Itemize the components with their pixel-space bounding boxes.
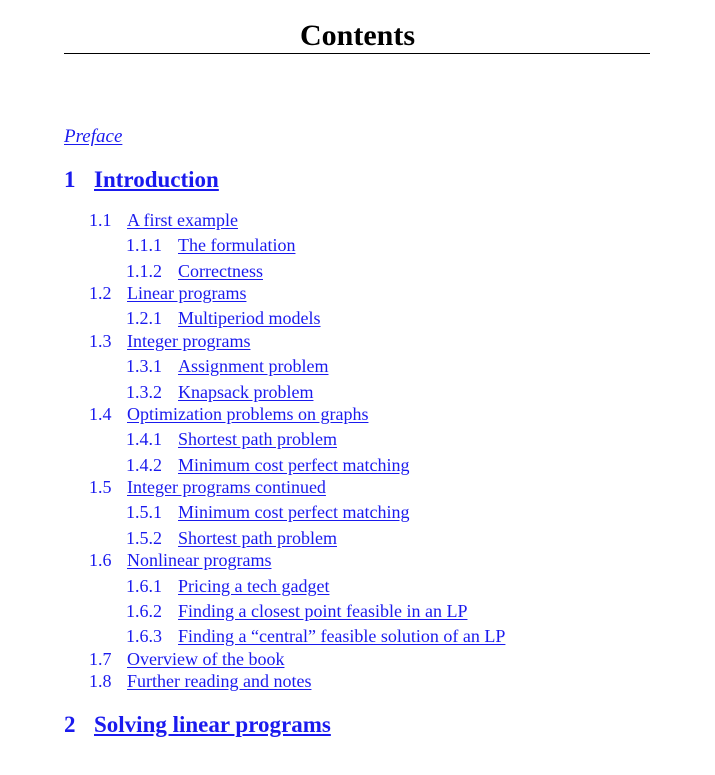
subsection-1-3-1-link[interactable]: [126, 356, 329, 376]
toc-subsection: [126, 381, 313, 403]
toc-section: [89, 648, 284, 670]
section-1-8-link[interactable]: [89, 671, 311, 691]
title-rule: [64, 53, 650, 54]
subsection-title: Multiperiod models: [178, 308, 321, 328]
toc-preface: [64, 125, 122, 149]
subsection-1-5-2-link[interactable]: [126, 528, 337, 548]
section-number: 1.4: [89, 404, 112, 424]
chapter-title: Solving linear programs: [94, 712, 331, 737]
section-1-7-link[interactable]: [89, 649, 284, 669]
subsection-1-1-2-link[interactable]: [126, 261, 263, 281]
subsection-number: 1.5.1: [126, 502, 162, 522]
toc-subsection: [126, 234, 295, 256]
toc-subsection: [126, 260, 263, 282]
subsection-1-5-1-link[interactable]: [126, 502, 409, 522]
subsection-number: 1.1.2: [126, 261, 162, 281]
toc-subsection: [126, 575, 329, 597]
subsection-1-6-3-link[interactable]: [126, 626, 505, 646]
subsection-1-3-2-link[interactable]: [126, 382, 313, 402]
subsection-number: 1.5.2: [126, 528, 162, 548]
section-title: Linear programs: [127, 283, 247, 303]
section-number: 1.1: [89, 210, 112, 230]
toc-section: [89, 282, 246, 304]
section-number: 1.6: [89, 550, 112, 570]
subsection-number: 1.2.1: [126, 308, 162, 328]
subsection-title: The formulation: [178, 235, 296, 255]
subsection-title: Minimum cost perfect matching: [178, 455, 410, 475]
section-title: Overview of the book: [127, 649, 285, 669]
chapter-title: Introduction: [94, 167, 219, 192]
toc-subsection: [126, 527, 337, 549]
subsection-title: Finding a “central” feasible solution of an LP: [178, 626, 506, 646]
toc-section: [89, 330, 250, 352]
section-1-1-link[interactable]: [89, 210, 238, 230]
preface-link[interactable]: Preface: [64, 126, 123, 147]
subsection-1-1-1-link[interactable]: [126, 235, 295, 255]
section-number: 1.2: [89, 283, 112, 303]
section-1-2-link[interactable]: [89, 283, 246, 303]
subsection-1-4-2-link[interactable]: [126, 455, 409, 475]
section-number: 1.8: [89, 671, 112, 691]
subsection-title: Shortest path problem: [178, 528, 337, 548]
subsection-title: Minimum cost perfect matching: [178, 502, 410, 522]
section-number: 1.3: [89, 331, 112, 351]
subsection-title: Shortest path problem: [178, 429, 337, 449]
subsection-title: Finding a closest point feasible in an LP: [178, 601, 468, 621]
toc-chapter: [64, 165, 219, 195]
subsection-number: 1.3.2: [126, 382, 162, 402]
toc-section: [89, 476, 326, 498]
toc-section: [89, 403, 368, 425]
toc-subsection: [126, 454, 409, 476]
toc-section: [89, 670, 311, 692]
subsection-number: 1.4.2: [126, 455, 162, 475]
section-title: Integer programs: [127, 331, 251, 351]
chapter-number: 2: [64, 712, 76, 737]
toc-subsection: [126, 355, 329, 377]
section-1-5-link[interactable]: [89, 477, 326, 497]
subsection-title: Correctness: [178, 261, 263, 281]
section-number: 1.7: [89, 649, 112, 669]
section-1-6-link[interactable]: [89, 550, 271, 570]
subsection-number: 1.6.2: [126, 601, 162, 621]
toc-section: [89, 209, 238, 231]
toc-section: [89, 549, 271, 571]
subsection-1-6-2-link[interactable]: [126, 601, 467, 621]
toc-subsection: [126, 428, 337, 450]
subsection-title: Knapsack problem: [178, 382, 314, 402]
subsection-number: 1.6.3: [126, 626, 162, 646]
subsection-1-4-1-link[interactable]: [126, 429, 337, 449]
section-title: Integer programs continued: [127, 477, 326, 497]
toc-subsection: [126, 501, 409, 523]
toc-chapter: [64, 710, 331, 740]
subsection-number: 1.4.1: [126, 429, 162, 449]
section-title: Nonlinear programs: [127, 550, 272, 570]
section-number: 1.5: [89, 477, 112, 497]
subsection-number: 1.1.1: [126, 235, 162, 255]
section-1-4-link[interactable]: [89, 404, 368, 424]
section-title: Optimization problems on graphs: [127, 404, 369, 424]
subsection-1-2-1-link[interactable]: [126, 308, 321, 328]
subsection-1-6-1-link[interactable]: [126, 576, 329, 596]
subsection-number: 1.3.1: [126, 356, 162, 376]
toc-subsection: [126, 625, 505, 647]
chapter-2-link[interactable]: [64, 712, 331, 737]
subsection-title: Assignment problem: [178, 356, 329, 376]
chapter-number: 1: [64, 167, 76, 192]
page-title: Contents: [299, 19, 415, 52]
section-title: A first example: [127, 210, 238, 230]
subsection-number: 1.6.1: [126, 576, 162, 596]
section-title: Further reading and notes: [127, 671, 312, 691]
subsection-title: Pricing a tech gadget: [178, 576, 330, 596]
chapter-1-link[interactable]: [64, 167, 219, 192]
toc-subsection: [126, 600, 467, 622]
toc-subsection: [126, 307, 321, 329]
section-1-3-link[interactable]: [89, 331, 250, 351]
